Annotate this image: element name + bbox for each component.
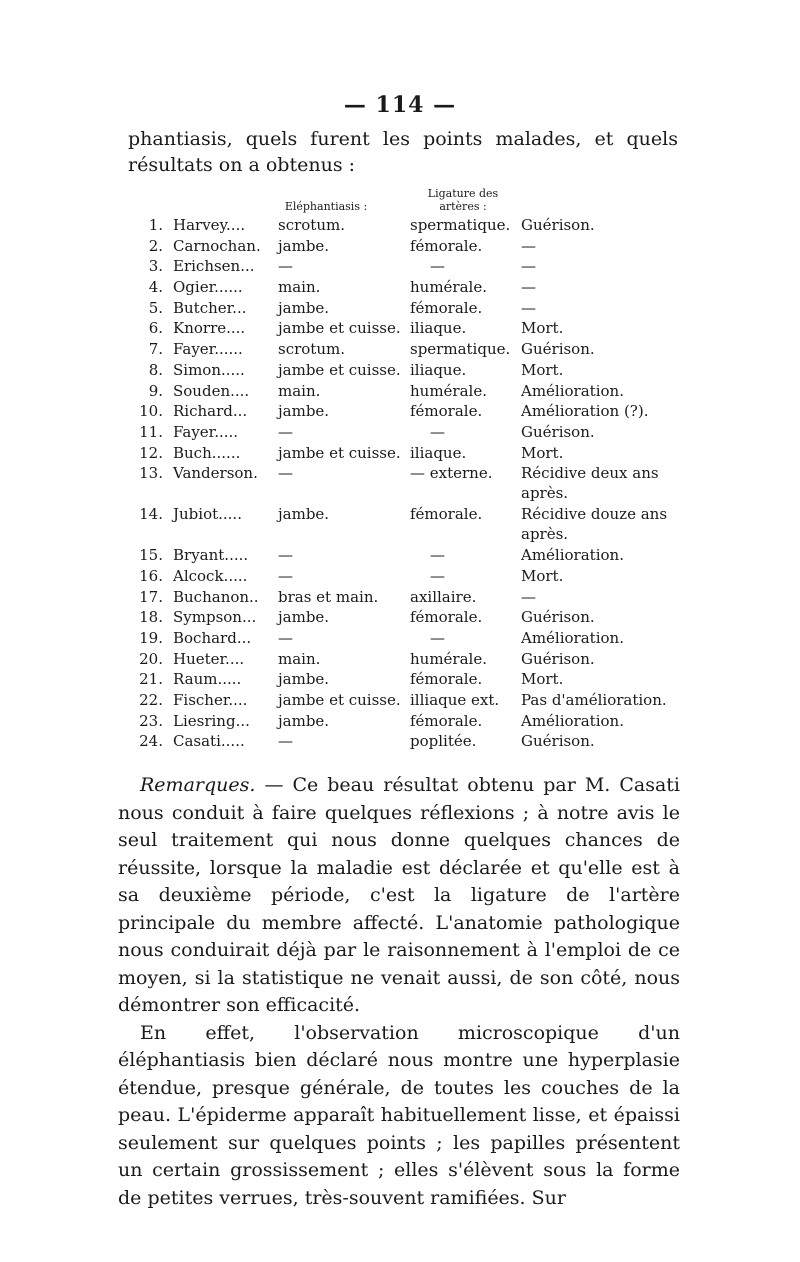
- table-row: [133, 360, 693, 381]
- table-row: [133, 339, 693, 360]
- case-number: 24.: [139, 732, 163, 751]
- case-table: [133, 215, 693, 752]
- case-number: 15.: [139, 546, 163, 565]
- affected-site: —: [278, 629, 293, 647]
- table-row: [133, 318, 693, 339]
- surgeon-name: Fischer....: [173, 691, 248, 710]
- intro-paragraph: [128, 126, 678, 178]
- column-header-site: Eléphantiasis :: [284, 200, 368, 213]
- surgeon-name: Fayer.....: [173, 422, 239, 441]
- outcome: Amélioration (?).: [521, 402, 649, 421]
- case-number: 16.: [139, 566, 163, 585]
- ligated-artery: fémorale.: [410, 236, 483, 255]
- table-row: [133, 463, 693, 504]
- ligated-artery: fémorale.: [410, 298, 483, 317]
- outcome: Mort.: [521, 443, 564, 462]
- surgeon-name: Alcock.....: [173, 566, 248, 585]
- case-number: 8.: [148, 360, 163, 379]
- outcome: Guérison.: [521, 732, 595, 751]
- outcome: —: [521, 298, 536, 317]
- case-number: 11.: [139, 422, 163, 441]
- surgeon-name: Hueter....: [173, 649, 245, 668]
- ligated-artery: —: [430, 566, 445, 585]
- surgeon-name: Buchanon..: [173, 587, 259, 606]
- remarks-section: [118, 772, 680, 1212]
- affected-site: main.: [278, 649, 321, 668]
- remarks-text: — Ce beau résultat obtenu par M. Casati nous conduit à faire quelques réflexions ; à notre avis le seul traitement qui nous donne quelques chances de réussite, lorsque la maladie est déclarée et qu'elle est à sa deuxième période, c'est la ligature de l'artère principale du membre affecté. L'anatomie pathologique nous conduirait déjà par le raisonnement à l'emploi de ce moyen, si la statistique ne venait aussi, de son côté, nous démontrer son efficacité.: [118, 774, 680, 1016]
- outcome: —: [521, 257, 536, 276]
- table-row: [133, 711, 693, 732]
- affected-site: jambe et cuisse.: [278, 319, 401, 338]
- outcome: Guérison.: [521, 422, 595, 441]
- table-row: [133, 545, 693, 566]
- ligated-artery: —: [430, 629, 445, 647]
- surgeon-name: Harvey....: [173, 216, 246, 234]
- affected-site: bras et main.: [278, 587, 379, 606]
- ligated-artery: —: [430, 257, 445, 276]
- paragraph-remarks: [118, 772, 680, 1020]
- surgeon-name: Erichsen...: [173, 257, 255, 276]
- surgeon-name: Casati.....: [173, 732, 245, 751]
- table-row: [133, 690, 693, 711]
- table-row: [133, 277, 693, 298]
- outcome: Mort.: [521, 670, 564, 689]
- ligated-artery: illiaque ext.: [410, 691, 500, 710]
- affected-site: scrotum.: [278, 216, 345, 234]
- case-number: 22.: [139, 691, 163, 710]
- table-row: [133, 381, 693, 402]
- outcome: Guérison.: [521, 649, 595, 668]
- ligated-artery: fémorale.: [410, 711, 483, 730]
- affected-site: jambe et cuisse.: [278, 443, 401, 462]
- table-row: [133, 669, 693, 690]
- affected-site: —: [278, 732, 293, 751]
- case-number: 2.: [148, 236, 163, 255]
- ligated-artery: fémorale.: [410, 505, 483, 524]
- ligated-artery: axillaire.: [410, 587, 477, 606]
- ligated-artery: iliaque.: [410, 443, 467, 462]
- table-row: [133, 628, 693, 649]
- case-number: 7.: [148, 340, 163, 359]
- outcome: Récidive deux ans après.: [521, 464, 659, 503]
- surgeon-name: Jubiot.....: [173, 505, 242, 524]
- affected-site: scrotum.: [278, 340, 345, 359]
- table-row: [133, 422, 693, 443]
- surgeon-name: Bochard...: [173, 629, 252, 647]
- affected-site: jambe.: [278, 670, 330, 689]
- affected-site: jambe.: [278, 711, 330, 730]
- surgeon-name: Butcher...: [173, 298, 247, 317]
- affected-site: jambe.: [278, 505, 330, 524]
- ligated-artery: humérale.: [410, 381, 487, 400]
- outcome: Amélioration.: [521, 629, 624, 647]
- case-number: 20.: [139, 649, 163, 668]
- surgeon-name: Fayer......: [173, 340, 243, 359]
- case-number: 18.: [139, 608, 163, 627]
- surgeon-name: Richard...: [173, 402, 248, 421]
- table-row: [133, 215, 693, 236]
- outcome: —: [521, 587, 536, 606]
- surgeon-name: Bryant.....: [173, 546, 249, 565]
- outcome: Guérison.: [521, 340, 595, 359]
- ligated-artery: fémorale.: [410, 670, 483, 689]
- ligated-artery: spermatique.: [410, 216, 511, 234]
- paragraph-observation: [118, 1020, 680, 1213]
- outcome: —: [521, 278, 536, 297]
- affected-site: —: [278, 422, 293, 441]
- ligated-artery: fémorale.: [410, 402, 483, 421]
- affected-site: —: [278, 257, 293, 276]
- affected-site: main.: [278, 278, 321, 297]
- case-number: 19.: [139, 629, 163, 647]
- table-row: [133, 566, 693, 587]
- table-row: [133, 443, 693, 464]
- affected-site: —: [278, 546, 293, 565]
- affected-site: jambe.: [278, 236, 330, 255]
- surgeon-name: Liesring...: [173, 711, 250, 730]
- outcome: Pas d'amélioration.: [521, 691, 667, 710]
- case-number: 5.: [148, 298, 163, 317]
- affected-site: jambe.: [278, 298, 330, 317]
- observation-text: En effet, l'observation microscopique d'un éléphantiasis bien déclaré nous montre une hyperplasie étendue, presque générale, de toutes les couches de la peau. L'épiderme apparaît habituellement lisse, et épaissi seulement sur quelques points ; les papilles présentent un certain grossissement ; elles s'élèvent sous la forme de petites verrues, très-souvent ramifiées. Sur: [118, 1021, 680, 1209]
- table-row: [133, 649, 693, 670]
- surgeon-name: Vanderson.: [173, 464, 258, 483]
- table-row: [133, 504, 693, 545]
- ligated-artery: spermatique.: [410, 340, 511, 359]
- remarks-lead: Remarques.: [140, 774, 256, 796]
- surgeon-name: Souden....: [173, 381, 250, 400]
- surgeon-name: Ogier......: [173, 278, 243, 297]
- outcome: Amélioration.: [521, 546, 624, 565]
- surgeon-name: Simon.....: [173, 360, 245, 379]
- table-row: [133, 256, 693, 277]
- column-header-artery: Ligature des artères :: [427, 187, 499, 213]
- ligated-artery: humérale.: [410, 278, 487, 297]
- case-number: 10.: [139, 402, 163, 421]
- outcome: Récidive douze ans après.: [521, 505, 668, 544]
- table-row: [133, 731, 693, 752]
- affected-site: jambe et cuisse.: [278, 691, 401, 710]
- ligated-artery: humérale.: [410, 649, 487, 668]
- case-number: 6.: [148, 319, 163, 338]
- surgeon-name: Sympson...: [173, 608, 257, 627]
- case-number: 12.: [139, 443, 163, 462]
- case-number: 23.: [139, 711, 163, 730]
- surgeon-name: Buch......: [173, 443, 241, 462]
- affected-site: —: [278, 566, 293, 585]
- surgeon-name: Knorre....: [173, 319, 246, 338]
- affected-site: jambe et cuisse.: [278, 360, 401, 379]
- affected-site: main.: [278, 381, 321, 400]
- case-number: 4.: [148, 278, 163, 297]
- ligated-artery: iliaque.: [410, 319, 467, 338]
- surgeon-name: Raum.....: [173, 670, 242, 689]
- ligated-artery: —: [430, 422, 445, 441]
- case-number: 13.: [139, 464, 163, 483]
- table-row: [133, 298, 693, 319]
- outcome: Guérison.: [521, 608, 595, 627]
- outcome: Amélioration.: [521, 381, 624, 400]
- outcome: Mort.: [521, 360, 564, 379]
- outcome: Guérison.: [521, 216, 595, 234]
- case-number: 1.: [148, 216, 163, 234]
- case-number: 9.: [148, 381, 163, 400]
- ligated-artery: iliaque.: [410, 360, 467, 379]
- outcome: Mort.: [521, 319, 564, 338]
- outcome: —: [521, 236, 536, 255]
- case-number: 3.: [148, 257, 163, 276]
- affected-site: —: [278, 464, 293, 483]
- outcome: Amélioration.: [521, 711, 624, 730]
- ligated-artery: poplitée.: [410, 732, 477, 751]
- table-row: [133, 607, 693, 628]
- table-row: [133, 236, 693, 257]
- surgeon-name: Carnochan.: [173, 236, 261, 255]
- affected-site: jambe.: [278, 608, 330, 627]
- intro-text: phantiasis, quels furent les points malades, et quels résultats on a obtenus :: [128, 128, 678, 176]
- ligated-artery: fémorale.: [410, 608, 483, 627]
- table-row: [133, 401, 693, 422]
- table-row: [133, 587, 693, 608]
- outcome: Mort.: [521, 566, 564, 585]
- page-number: — 114 —: [343, 92, 457, 118]
- ligated-artery: —: [430, 546, 445, 565]
- case-number: 21.: [139, 670, 163, 689]
- case-number: 14.: [139, 505, 163, 524]
- affected-site: jambe.: [278, 402, 330, 421]
- case-number: 17.: [139, 587, 163, 606]
- ligated-artery: — externe.: [410, 464, 493, 483]
